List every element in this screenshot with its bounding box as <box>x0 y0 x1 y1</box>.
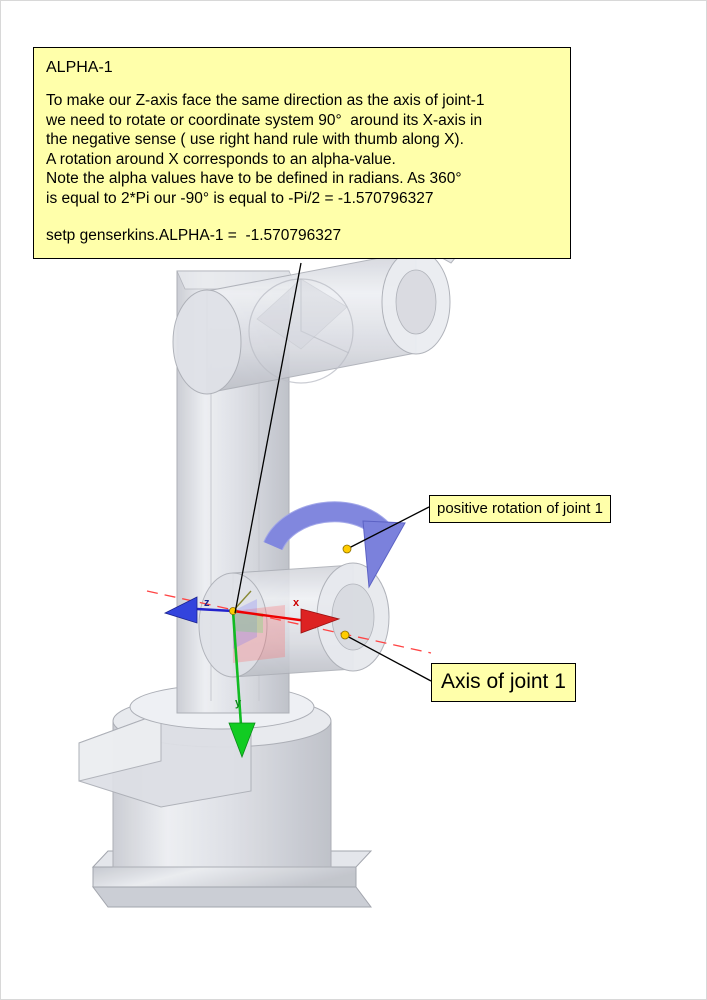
y-axis-label: y <box>235 697 242 709</box>
alpha1-note-line-5: Note the alpha values have to be defined in radians. As 360° <box>46 170 462 187</box>
alpha1-note-line-6: is equal to 2*Pi our -90° is equal to -Pi/2 = -1.570796327 <box>46 189 434 207</box>
alpha1-note-callout <box>33 47 571 259</box>
x-axis-label: x <box>293 597 300 609</box>
alpha1-note-line-3: the negative sense ( use right hand rule with thumb along X). <box>46 131 464 148</box>
positive-rotation-label: positive rotation of joint 1 <box>429 495 611 523</box>
alpha1-note-line-1: To make our Z-axis face the same direction as the axis of joint-1 <box>46 92 485 109</box>
leader-dot-rotation <box>343 545 351 553</box>
alpha1-note-line-4: A rotation around X corresponds to an alpha-value. <box>46 150 396 168</box>
alpha1-note-title: ALPHA-1 <box>46 59 113 76</box>
axis-of-joint1-label: Axis of joint 1 <box>431 663 576 702</box>
z-axis-label: z <box>204 597 210 609</box>
alpha1-setp-command: setp genserkins.ALPHA-1 = -1.570796327 <box>46 227 342 244</box>
alpha1-note-line-2: we need to rotate or coordinate system 90° around its X-axis in <box>46 111 483 129</box>
robot-base <box>79 685 371 907</box>
leader-dot-axis <box>341 631 349 639</box>
